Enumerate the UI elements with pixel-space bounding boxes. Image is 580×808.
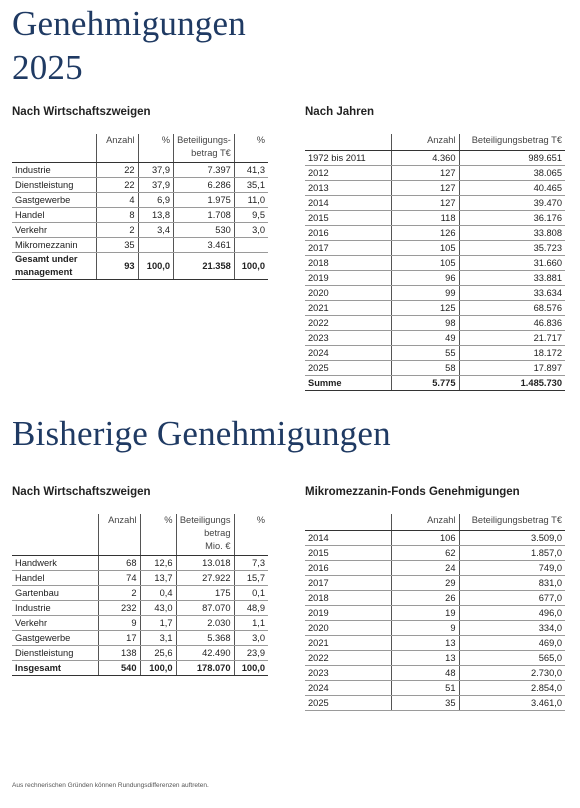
table-cell: 5.775	[391, 376, 459, 391]
table-cell: 36.176	[459, 211, 565, 226]
table-cell: 99	[391, 286, 459, 301]
row-label: Handwerk	[12, 556, 98, 571]
row-label: Summe	[305, 376, 391, 391]
row-label: Mikromezzanin	[12, 238, 97, 253]
table-cell: 13,8	[138, 208, 174, 223]
table-cell: 22	[97, 178, 138, 193]
table-cell: 100,0	[140, 661, 176, 676]
page-title-line2: 2025	[12, 48, 83, 87]
row-label: 2015	[305, 546, 391, 561]
table-years	[305, 134, 565, 391]
table-cell: 93	[97, 253, 138, 280]
column-header: %	[138, 134, 174, 163]
table-cell: 33.634	[459, 286, 565, 301]
table-row	[305, 361, 565, 376]
row-label: 2019	[305, 606, 391, 621]
table-total-row	[12, 253, 268, 280]
column-header: Anzahl	[391, 134, 459, 151]
table-row	[305, 696, 565, 711]
row-label: Dienstleistung	[12, 646, 98, 661]
table-header-row	[12, 514, 268, 556]
table-cell: 469,0	[459, 636, 565, 651]
table-cell: 334,0	[459, 621, 565, 636]
table-cell: 9	[98, 616, 140, 631]
table-cell: 68.576	[459, 301, 565, 316]
table-row	[305, 196, 565, 211]
table-cell: 4	[97, 193, 138, 208]
row-label: Insgesamt	[12, 661, 98, 676]
table-cell: 3.509,0	[459, 531, 565, 546]
row-label: 1972 bis 2011	[305, 151, 391, 166]
table-cell: 232	[98, 601, 140, 616]
table-cell: 13.018	[176, 556, 234, 571]
section-heading-branches-total: Nach Wirtschaftszweigen	[12, 486, 151, 498]
column-header: Beteiligungsbetrag T€	[459, 134, 565, 151]
table-branches-total	[12, 514, 268, 676]
table-row	[12, 238, 268, 253]
column-header: Beteiligungs- betrag T€	[174, 134, 235, 163]
table-cell: 5.368	[176, 631, 234, 646]
table-cell: 17	[98, 631, 140, 646]
table-cell: 38.065	[459, 166, 565, 181]
table-cell: 40.465	[459, 181, 565, 196]
table-cell: 15,7	[234, 571, 268, 586]
row-label: 2018	[305, 256, 391, 271]
table-cell: 2.030	[176, 616, 234, 631]
table-cell: 11,0	[234, 193, 268, 208]
table-row	[305, 681, 565, 696]
table-row	[12, 223, 268, 238]
table-cell: 96	[391, 271, 459, 286]
section-heading-branches-2025: Nach Wirtschaftszweigen	[12, 106, 151, 118]
row-label: Verkehr	[12, 223, 97, 238]
table-row	[305, 181, 565, 196]
table-cell: 3.461	[174, 238, 235, 253]
table-row	[305, 286, 565, 301]
table-cell: 1,1	[234, 616, 268, 631]
table-cell: 35	[391, 696, 459, 711]
table-cell: 125	[391, 301, 459, 316]
table-cell: 677,0	[459, 591, 565, 606]
table-row	[12, 646, 268, 661]
table-header-row	[305, 514, 565, 531]
table-row	[305, 561, 565, 576]
table-cell	[138, 238, 174, 253]
table-cell: 35,1	[234, 178, 268, 193]
row-label: 2024	[305, 346, 391, 361]
row-label: Handel	[12, 208, 97, 223]
table-cell: 33.881	[459, 271, 565, 286]
table-cell: 100,0	[234, 661, 268, 676]
row-label: 2020	[305, 286, 391, 301]
table-cell: 989.651	[459, 151, 565, 166]
table-cell: 12,6	[140, 556, 176, 571]
table-cell: 3,1	[140, 631, 176, 646]
table-branches-2025	[12, 134, 268, 280]
table-cell: 105	[391, 241, 459, 256]
table-cell: 51	[391, 681, 459, 696]
table-cell: 87.070	[176, 601, 234, 616]
row-label: 2014	[305, 531, 391, 546]
table-row	[305, 271, 565, 286]
table-micromezzanine	[305, 514, 565, 711]
row-label: 2022	[305, 651, 391, 666]
table-cell: 496,0	[459, 606, 565, 621]
row-label: Gesamt under management	[12, 253, 97, 280]
table-cell: 58	[391, 361, 459, 376]
column-header	[12, 134, 97, 163]
row-label: 2013	[305, 181, 391, 196]
table-cell: 46.836	[459, 316, 565, 331]
row-label: 2016	[305, 226, 391, 241]
table-cell: 1.857,0	[459, 546, 565, 561]
row-label: Gastgewerbe	[12, 193, 97, 208]
table-row	[305, 606, 565, 621]
table-row	[305, 331, 565, 346]
table-cell: 178.070	[176, 661, 234, 676]
table-row	[305, 256, 565, 271]
row-label: 2020	[305, 621, 391, 636]
table-cell: 2.854,0	[459, 681, 565, 696]
row-label: 2023	[305, 666, 391, 681]
row-label: 2021	[305, 636, 391, 651]
row-label: 2015	[305, 211, 391, 226]
table-row	[12, 556, 268, 571]
table-cell: 68	[98, 556, 140, 571]
table-cell: 100,0	[234, 253, 268, 280]
table-cell: 35	[97, 238, 138, 253]
table-row	[12, 193, 268, 208]
table-row	[305, 666, 565, 681]
table-cell: 3,0	[234, 631, 268, 646]
section-heading-years: Nach Jahren	[305, 106, 375, 118]
column-header: %	[234, 134, 268, 163]
table-cell: 19	[391, 606, 459, 621]
table-row	[305, 166, 565, 181]
table-cell: 1,7	[140, 616, 176, 631]
table-cell: 8	[97, 208, 138, 223]
table-row	[12, 616, 268, 631]
table-cell: 138	[98, 646, 140, 661]
row-label: 2016	[305, 561, 391, 576]
table-cell: 118	[391, 211, 459, 226]
table-cell: 13	[391, 651, 459, 666]
table-row	[12, 208, 268, 223]
row-label: 2022	[305, 316, 391, 331]
table-cell: 831,0	[459, 576, 565, 591]
table-cell: 0,4	[140, 586, 176, 601]
table-cell: 37,9	[138, 178, 174, 193]
table-cell: 22	[97, 163, 138, 178]
section-title-previous: Bisherige Genehmigungen	[12, 414, 391, 453]
table-cell: 126	[391, 226, 459, 241]
row-label: 2018	[305, 591, 391, 606]
table-row	[12, 178, 268, 193]
table-cell: 74	[98, 571, 140, 586]
table-row	[305, 636, 565, 651]
column-header: Anzahl	[391, 514, 459, 531]
table-cell: 2	[98, 586, 140, 601]
table-cell: 25,6	[140, 646, 176, 661]
row-label: Verkehr	[12, 616, 98, 631]
table-cell: 2.730,0	[459, 666, 565, 681]
table-row	[305, 301, 565, 316]
table-cell: 0,1	[234, 586, 268, 601]
table-row	[12, 586, 268, 601]
table-row	[12, 571, 268, 586]
table-cell: 24	[391, 561, 459, 576]
table-row	[305, 591, 565, 606]
table-row	[12, 601, 268, 616]
table-cell: 6.286	[174, 178, 235, 193]
table-row	[305, 346, 565, 361]
table-cell: 127	[391, 166, 459, 181]
table-cell: 105	[391, 256, 459, 271]
table-cell: 62	[391, 546, 459, 561]
row-label: Gartenbau	[12, 586, 98, 601]
table-cell: 1.975	[174, 193, 235, 208]
table-cell: 98	[391, 316, 459, 331]
table-cell: 3,0	[234, 223, 268, 238]
table-row	[305, 651, 565, 666]
row-label: 2017	[305, 241, 391, 256]
table-cell	[234, 238, 268, 253]
table-cell: 48	[391, 666, 459, 681]
table-cell: 55	[391, 346, 459, 361]
row-label: 2012	[305, 166, 391, 181]
section-heading-micromezzanine: Mikromezzanin-Fonds Genehmigungen	[305, 486, 520, 498]
table-cell: 4.360	[391, 151, 459, 166]
page-title-line1: Genehmigungen	[12, 4, 246, 43]
table-cell: 749,0	[459, 561, 565, 576]
table-cell: 9,5	[234, 208, 268, 223]
table-cell: 13	[391, 636, 459, 651]
table-cell: 31.660	[459, 256, 565, 271]
row-label: 2017	[305, 576, 391, 591]
table-cell: 43,0	[140, 601, 176, 616]
table-cell: 26	[391, 591, 459, 606]
row-label: Industrie	[12, 601, 98, 616]
row-label: 2025	[305, 361, 391, 376]
table-cell: 7.397	[174, 163, 235, 178]
table-cell: 127	[391, 196, 459, 211]
row-label: Handel	[12, 571, 98, 586]
table-cell: 1.485.730	[459, 376, 565, 391]
table-cell: 175	[176, 586, 234, 601]
column-header: Beteiligungs betrag Mio. €	[176, 514, 234, 556]
row-label: 2024	[305, 681, 391, 696]
table-cell: 17.897	[459, 361, 565, 376]
row-label: Gastgewerbe	[12, 631, 98, 646]
table-header-row	[12, 134, 268, 163]
table-cell: 540	[98, 661, 140, 676]
table-total-row	[12, 661, 268, 676]
table-cell: 1.708	[174, 208, 235, 223]
row-label: 2019	[305, 271, 391, 286]
row-label: 2021	[305, 301, 391, 316]
table-cell: 565,0	[459, 651, 565, 666]
table-row	[12, 163, 268, 178]
table-cell: 6,9	[138, 193, 174, 208]
table-row	[305, 531, 565, 546]
column-header	[12, 514, 98, 556]
table-cell: 3.461,0	[459, 696, 565, 711]
footnote: Aus rechnerischen Gründen können Rundungsdifferenzen auftreten.	[12, 782, 209, 789]
table-cell: 106	[391, 531, 459, 546]
table-cell: 127	[391, 181, 459, 196]
column-header: Anzahl	[98, 514, 140, 556]
table-cell: 39.470	[459, 196, 565, 211]
row-label: Industrie	[12, 163, 97, 178]
table-cell: 27.922	[176, 571, 234, 586]
table-cell: 48,9	[234, 601, 268, 616]
table-cell: 9	[391, 621, 459, 636]
table-cell: 21.358	[174, 253, 235, 280]
table-cell: 3,4	[138, 223, 174, 238]
table-row	[305, 226, 565, 241]
table-cell: 49	[391, 331, 459, 346]
column-header: Beteiligungsbetrag T€	[459, 514, 565, 531]
row-label: 2023	[305, 331, 391, 346]
table-total-row	[305, 376, 565, 391]
table-cell: 23,9	[234, 646, 268, 661]
table-cell: 100,0	[138, 253, 174, 280]
table-header-row	[305, 134, 565, 151]
row-label: Dienstleistung	[12, 178, 97, 193]
table-cell: 21.717	[459, 331, 565, 346]
table-cell: 37,9	[138, 163, 174, 178]
table-cell: 42.490	[176, 646, 234, 661]
table-row	[305, 241, 565, 256]
table-row	[305, 211, 565, 226]
table-row	[305, 546, 565, 561]
table-cell: 29	[391, 576, 459, 591]
table-row	[305, 316, 565, 331]
table-row	[12, 631, 268, 646]
table-cell: 18.172	[459, 346, 565, 361]
table-row	[305, 621, 565, 636]
table-cell: 2	[97, 223, 138, 238]
table-row	[305, 576, 565, 591]
column-header: %	[140, 514, 176, 556]
table-cell: 41,3	[234, 163, 268, 178]
column-header: %	[234, 514, 268, 556]
column-header: Anzahl	[97, 134, 138, 163]
row-label: 2025	[305, 696, 391, 711]
table-row	[305, 151, 565, 166]
column-header	[305, 134, 391, 151]
row-label: 2014	[305, 196, 391, 211]
table-cell: 7,3	[234, 556, 268, 571]
column-header	[305, 514, 391, 531]
table-cell: 13,7	[140, 571, 176, 586]
table-cell: 35.723	[459, 241, 565, 256]
table-cell: 530	[174, 223, 235, 238]
table-cell: 33.808	[459, 226, 565, 241]
